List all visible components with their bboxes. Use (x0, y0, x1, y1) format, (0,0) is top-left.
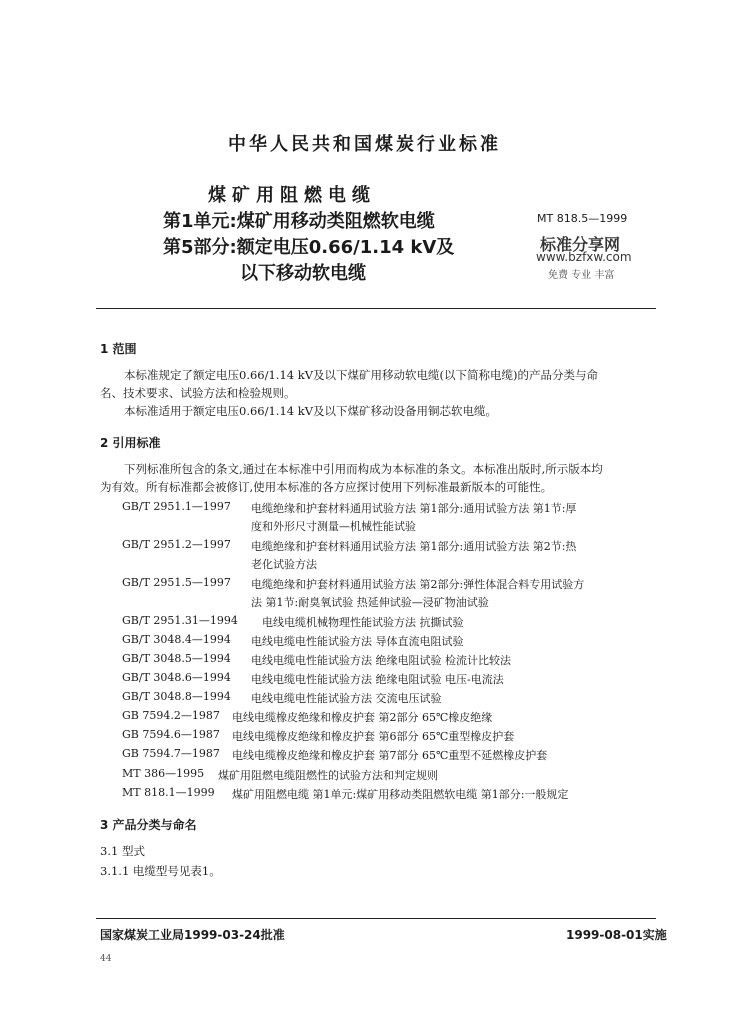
doc-title-line-1: 煤矿用阻燃电缆 (208, 185, 376, 206)
ref-title: 电线电缆电性能试验方法 交流电压试验 (251, 692, 442, 705)
standard-number: MT 818.5—1999 (537, 212, 628, 225)
ref-title: 电线电缆橡皮绝缘和橡皮护套 第6部分 65℃重型橡皮护套 (232, 730, 515, 743)
section-1-para-2: 本标准适用于额定电压0.66/1.14 kV及以下煤矿移动设备用铜芯软电缆。 (124, 404, 498, 418)
ref-title: 电线电缆机械物理性能试验方法 抗撕试验 (262, 616, 464, 629)
section-1-para-1-line-2: 名、技术要求、试验方法和检验规则。 (100, 386, 296, 400)
ref-code: GB 7594.2—1987 (122, 709, 220, 722)
ref-title: 电线电缆橡皮绝缘和橡皮护套 第2部分 65℃橡皮绝缘 (232, 711, 493, 724)
ref-code: GB/T 2951.1—1997 (122, 500, 231, 513)
ref-title: 电缆绝缘和护套材料通用试验方法 第1部分:通用试验方法 第1节:厚 (251, 502, 577, 515)
ref-code: GB/T 2951.2—1997 (122, 538, 231, 551)
ref-code: GB/T 3048.4—1994 (122, 633, 231, 646)
ref-title: 电线电缆橡皮绝缘和橡皮护套 第7部分 65℃重型不延燃橡皮护套 (232, 749, 548, 762)
ref-code: GB/T 2951.31—1994 (122, 614, 238, 627)
ref-title: 电缆绝缘和护套材料通用试验方法 第2部分:弹性体混合料专用试验方 (251, 578, 585, 591)
ref-code: GB/T 3048.6—1994 (122, 671, 231, 684)
section-3-1-1-text: 3.1.1 电缆型号见表1。 (100, 864, 221, 878)
ref-code: GB 7594.7—1987 (122, 747, 220, 760)
doc-title-line-2: 第1单元:煤矿用移动类阻燃软电缆 (163, 211, 435, 232)
watermark-slogan: 免费 专业 丰富 (548, 270, 615, 281)
doc-title-line-4: 以下移动软电缆 (240, 263, 366, 284)
ref-title: 煤矿用阻燃电缆阻燃性的试验方法和判定规则 (218, 769, 438, 782)
ref-title: 电线电缆电性能试验方法 绝缘电阻试验 检流计比较法 (251, 654, 511, 667)
section-2-intro-line-1: 下列标准所包含的条文,通过在本标准中引用而构成为本标准的条文。本标准出版时,所示版本均 (124, 462, 603, 476)
ref-title: 煤矿用阻燃电缆 第1单元:煤矿用移动类阻燃软电缆 第1部分:一般规定 (232, 788, 569, 801)
issuer-title: 中华人民共和国煤炭行业标准 (228, 134, 501, 155)
ref-title: 电线电缆电性能试验方法 绝缘电阻试验 电压-电流法 (251, 673, 504, 686)
footer-rule (96, 918, 656, 919)
ref-code: MT 818.1—1999 (122, 786, 215, 799)
ref-code: GB 7594.6—1987 (122, 728, 220, 741)
ref-title-cont: 度和外形尺寸测量—机械性能试验 (251, 520, 416, 533)
ref-title-cont: 老化试验方法 (251, 558, 317, 571)
ref-code: MT 386—1995 (122, 767, 205, 780)
ref-code: GB/T 3048.8—1994 (122, 690, 231, 703)
section-1-para-1-line-1: 本标准规定了额定电压0.66/1.14 kV及以下煤矿用移动软电缆(以下简称电缆)的产品分类与命 (124, 368, 598, 382)
watermark-url: www.bzfxw.com (536, 250, 632, 264)
section-3-heading: 3 产品分类与命名 (100, 818, 197, 832)
approval-date: 国家煤炭工业局1999-03-24批准 (100, 928, 285, 942)
ref-code: GB/T 2951.5—1997 (122, 576, 231, 589)
ref-title-cont: 法 第1节:耐臭氧试验 热延伸试验—浸矿物油试验 (251, 596, 489, 609)
watermark-name: 标准分享网 (540, 235, 621, 254)
section-2-heading: 2 引用标准 (100, 436, 161, 450)
header-rule (96, 308, 656, 309)
ref-code: GB/T 3048.5—1994 (122, 652, 231, 665)
section-2-intro-line-2: 为有效。所有标准都会被修订,使用本标准的各方应探讨使用下列标准最新版本的可能性。 (100, 480, 553, 494)
doc-title-line-3: 第5部分:额定电压0.66/1.14 kV及 (163, 237, 455, 258)
ref-title: 电线电缆电性能试验方法 导体直流电阻试验 (251, 635, 464, 648)
ref-title: 电缆绝缘和护套材料通用试验方法 第1部分:通用试验方法 第2节:热 (251, 540, 577, 553)
page-number: 44 (100, 954, 112, 964)
effective-date: 1999-08-01实施 (566, 928, 667, 942)
section-3-1-heading: 3.1 型式 (100, 844, 145, 858)
section-1-heading: 1 范围 (100, 342, 137, 356)
